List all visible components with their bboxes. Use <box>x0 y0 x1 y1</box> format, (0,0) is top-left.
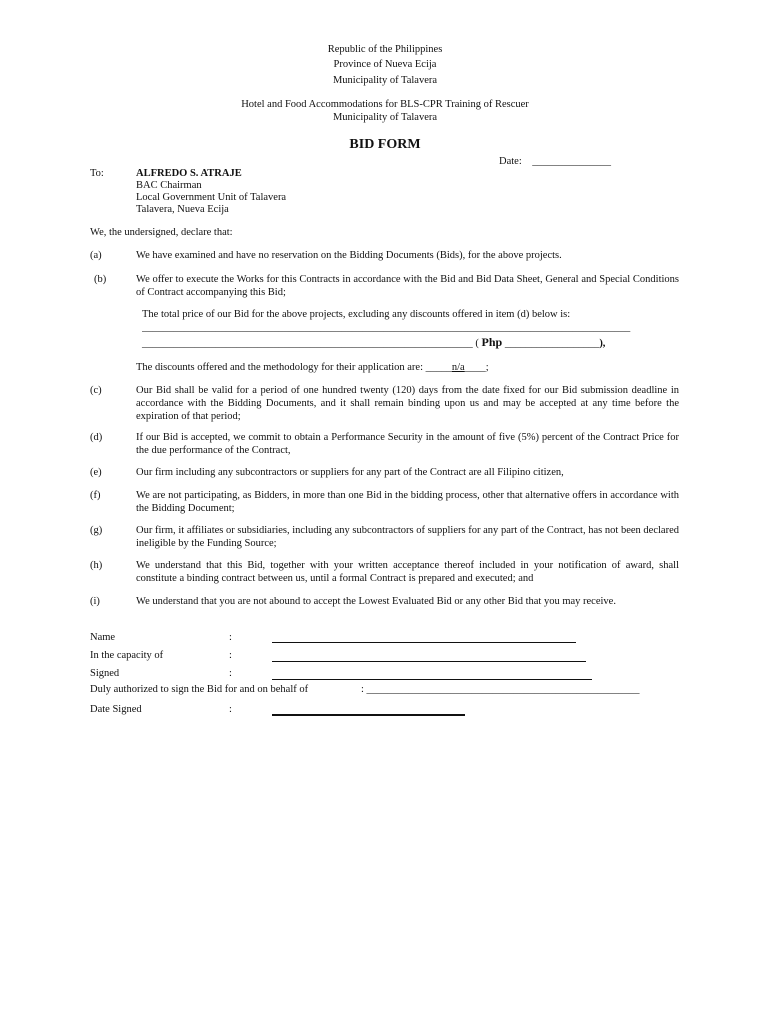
item-e-text: Our firm including any subcontractors or suppliers for any part of the Contract are all Filipino citizen, <box>136 467 564 478</box>
page-title: BID FORM <box>349 137 421 152</box>
date-field[interactable] <box>499 155 611 168</box>
name-field[interactable] <box>272 641 576 643</box>
declaration-intro: We, the undersigned, declare that: <box>90 227 233 238</box>
header-province: Province of Nueva Ecija <box>333 59 437 70</box>
date-signed-field[interactable] <box>272 713 465 716</box>
discounts-prefix: The discounts offered and the methodology for their application are: _____ <box>136 362 452 373</box>
name-label: Name <box>90 632 116 643</box>
capacity-field[interactable] <box>272 660 586 662</box>
price-amount-line[interactable] <box>142 336 605 350</box>
item-h-text: We understand that this Bid, together with your written acceptance thereof included in your notification of award, shall constitute a binding contract between us, until a formal Contract is prepared and executed; and <box>136 560 679 584</box>
price-words-line[interactable]: _____________________________________________________________________________________________ <box>142 322 631 333</box>
authorized-label: Duly authorized to sign the Bid for and on behalf of <box>90 684 309 695</box>
project-title: Hotel and Food Accommodations for BLS-CPR Training of Rescuer <box>241 99 529 110</box>
signed-label: Signed <box>90 668 120 679</box>
php-blank: __________________ <box>504 338 600 349</box>
authorized-field[interactable]: : ____________________________________________________ <box>361 684 640 695</box>
signed-colon: : <box>229 668 232 679</box>
capacity-label: In the capacity of <box>90 650 164 661</box>
header-municipality: Municipality of Talavera <box>332 75 438 86</box>
item-a-text: We have examined and have no reservation on the Bidding Documents (Bids), for the above projects. <box>136 250 562 261</box>
price-words-line-2: _______________________________________________________________ ( <box>142 338 479 349</box>
item-i-text: We understand that you are not abound to accept the Lowest Evaluated Bid or any other Bid that you may receive. <box>136 596 616 607</box>
item-f-label: (f) <box>90 490 101 501</box>
header-republic: Republic of the Philippines <box>327 44 443 55</box>
addressee-position: BAC Chairman <box>136 180 202 191</box>
item-g-text: Our firm, it affiliates or subsidiaries, including any subcontractors of suppliers for any part of the Contract, has not been declared ineligible by the Funding Source; <box>136 525 679 549</box>
item-c-label: (c) <box>90 385 102 396</box>
item-i-label: (i) <box>90 596 100 607</box>
item-b-text: We offer to execute the Works for this Contracts in accordance with the Bid and Bid Data Sheet, General and Special Conditions of Contract accompanying this Bid; <box>136 274 679 298</box>
addressee-address: Talavera, Nueva Ecija <box>136 204 229 215</box>
php-close: ), <box>599 338 606 349</box>
item-b-label: (b) <box>94 274 107 285</box>
item-g-label: (g) <box>90 525 103 536</box>
item-h-label: (h) <box>90 560 103 571</box>
project-municipality: Municipality of Talavera <box>332 112 438 123</box>
item-e-label: (e) <box>90 467 102 478</box>
date-signed-colon: : <box>229 704 232 715</box>
date-blank: _______________ <box>532 156 611 167</box>
discounts-line <box>136 361 489 374</box>
item-d-label: (d) <box>90 432 103 443</box>
addressee-office: Local Government Unit of Talavera <box>136 192 287 203</box>
item-c-text: Our Bid shall be valid for a period of one hundred twenty (120) days from the date fixed for our Bid submission deadline in accordance with the Bidding Documents, and it shall remain binding upon us and may be accepted at any time before the expiration of that period; <box>136 385 679 422</box>
addressee-name: ALFREDO S. ATRAJE <box>136 168 242 179</box>
discounts-value: n/a <box>451 362 465 373</box>
discounts-suffix: ____; <box>464 362 489 373</box>
php-label: Php <box>481 335 503 349</box>
name-colon: : <box>229 632 232 643</box>
date-signed-label: Date Signed <box>90 704 142 715</box>
item-a-label: (a) <box>90 250 102 261</box>
total-price-text: The total price of our Bid for the above projects, excluding any discounts offered in item (d) below is: <box>142 309 571 320</box>
capacity-colon: : <box>229 650 232 661</box>
signature-field[interactable] <box>272 678 592 680</box>
item-f-text: We are not participating, as Bidders, in more than one Bid in the bidding process, other that alternative offers in accordance with the Bidding Document; <box>136 490 679 514</box>
to-label: To: <box>90 168 104 179</box>
date-label: Date: <box>499 156 522 167</box>
item-d-text: If our Bid is accepted, we commit to obtain a Performance Security in the amount of five (5%) percent of the Contract Price for the due performance of the Contract, <box>136 432 679 456</box>
